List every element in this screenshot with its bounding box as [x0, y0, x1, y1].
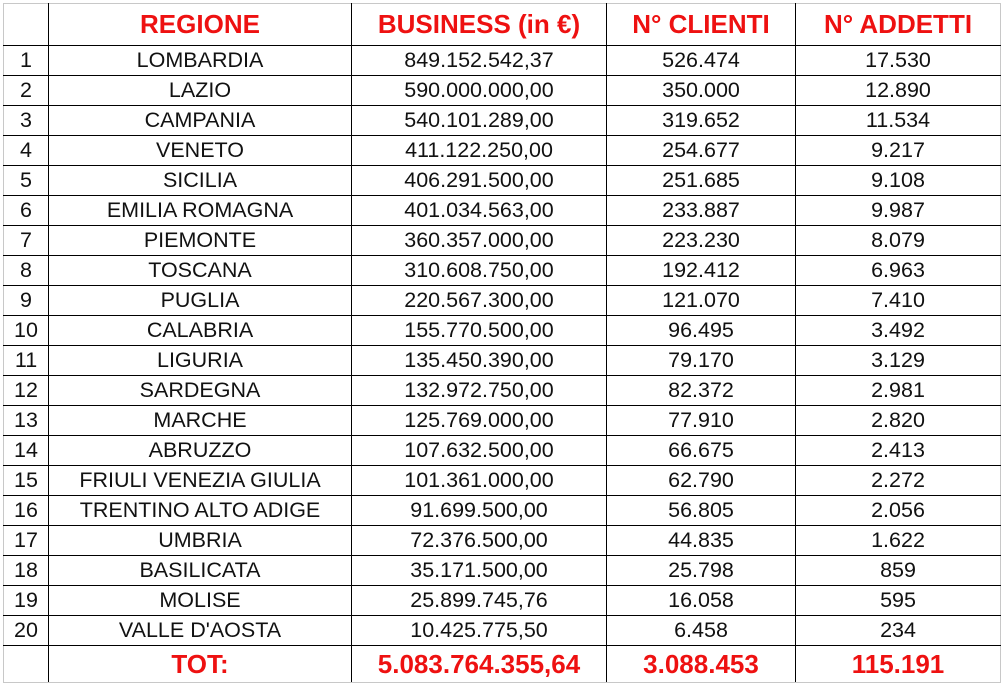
- row-number-cell[interactable]: 18: [4, 556, 49, 586]
- business-cell[interactable]: 155.770.500,00: [352, 316, 607, 346]
- row-number-cell[interactable]: 6: [4, 196, 49, 226]
- table-row: [4, 166, 1001, 196]
- row-number-cell[interactable]: 10: [4, 316, 49, 346]
- totals-addetti[interactable]: 115.191: [796, 646, 1001, 683]
- table-row: [4, 106, 1001, 136]
- regione-cell[interactable]: MARCHE: [49, 406, 352, 436]
- regione-cell[interactable]: TRENTINO ALTO ADIGE: [49, 496, 352, 526]
- row-number-cell[interactable]: 9: [4, 286, 49, 316]
- table-row: [4, 256, 1001, 286]
- business-cell[interactable]: 132.972.750,00: [352, 376, 607, 406]
- addetti-cell[interactable]: 2.272: [796, 466, 1001, 496]
- regione-cell[interactable]: SICILIA: [49, 166, 352, 196]
- row-number-cell[interactable]: 17: [4, 526, 49, 556]
- business-cell[interactable]: 411.122.250,00: [352, 136, 607, 166]
- row-number-cell[interactable]: 12: [4, 376, 49, 406]
- addetti-cell[interactable]: 8.079: [796, 226, 1001, 256]
- regione-cell[interactable]: CAMPANIA: [49, 106, 352, 136]
- totals-label[interactable]: TOT:: [49, 646, 352, 683]
- table-row: [4, 436, 1001, 466]
- row-number-cell[interactable]: 16: [4, 496, 49, 526]
- addetti-cell[interactable]: 6.963: [796, 256, 1001, 286]
- regione-cell[interactable]: MOLISE: [49, 586, 352, 616]
- row-number-cell[interactable]: 4: [4, 136, 49, 166]
- addetti-cell[interactable]: 9.108: [796, 166, 1001, 196]
- business-cell[interactable]: 125.769.000,00: [352, 406, 607, 436]
- business-cell[interactable]: 401.034.563,00: [352, 196, 607, 226]
- row-number-cell[interactable]: 15: [4, 466, 49, 496]
- header-clienti[interactable]: N° CLIENTI: [607, 4, 796, 46]
- clienti-cell[interactable]: 526.474: [607, 46, 796, 76]
- clienti-cell[interactable]: 121.070: [607, 286, 796, 316]
- regione-cell[interactable]: CALABRIA: [49, 316, 352, 346]
- clienti-cell[interactable]: 44.835: [607, 526, 796, 556]
- row-number-cell[interactable]: 1: [4, 46, 49, 76]
- business-cell[interactable]: 135.450.390,00: [352, 346, 607, 376]
- business-cell[interactable]: 310.608.750,00: [352, 256, 607, 286]
- totals-business[interactable]: 5.083.764.355,64: [352, 646, 607, 683]
- addetti-cell[interactable]: 234: [796, 616, 1001, 646]
- business-cell[interactable]: 360.357.000,00: [352, 226, 607, 256]
- header-row: [4, 4, 1001, 46]
- addetti-cell[interactable]: 3.492: [796, 316, 1001, 346]
- clienti-cell[interactable]: 233.887: [607, 196, 796, 226]
- addetti-cell[interactable]: 2.413: [796, 436, 1001, 466]
- clienti-cell[interactable]: 79.170: [607, 346, 796, 376]
- clienti-cell[interactable]: 319.652: [607, 106, 796, 136]
- clienti-cell[interactable]: 66.675: [607, 436, 796, 466]
- totals-index-cell[interactable]: [4, 646, 49, 683]
- table-row: [4, 286, 1001, 316]
- row-number-cell[interactable]: 14: [4, 436, 49, 466]
- clienti-cell[interactable]: 6.458: [607, 616, 796, 646]
- table-row: [4, 496, 1001, 526]
- addetti-cell[interactable]: 1.622: [796, 526, 1001, 556]
- row-number-cell[interactable]: 8: [4, 256, 49, 286]
- business-cell[interactable]: 590.000.000,00: [352, 76, 607, 106]
- business-cell[interactable]: 35.171.500,00: [352, 556, 607, 586]
- table-row: [4, 466, 1001, 496]
- addetti-cell[interactable]: 12.890: [796, 76, 1001, 106]
- addetti-cell[interactable]: 9.217: [796, 136, 1001, 166]
- header-index-cell[interactable]: [4, 4, 49, 46]
- business-cell[interactable]: 10.425.775,50: [352, 616, 607, 646]
- regione-cell[interactable]: VALLE D'AOSTA: [49, 616, 352, 646]
- regions-table: [3, 3, 1001, 683]
- clienti-cell[interactable]: 251.685: [607, 166, 796, 196]
- addetti-cell[interactable]: 2.820: [796, 406, 1001, 436]
- clienti-cell[interactable]: 223.230: [607, 226, 796, 256]
- business-cell[interactable]: 406.291.500,00: [352, 166, 607, 196]
- addetti-cell[interactable]: 2.981: [796, 376, 1001, 406]
- row-number-cell[interactable]: 7: [4, 226, 49, 256]
- clienti-cell[interactable]: 192.412: [607, 256, 796, 286]
- table-row: [4, 316, 1001, 346]
- table-row: [4, 196, 1001, 226]
- addetti-cell[interactable]: 3.129: [796, 346, 1001, 376]
- regione-cell[interactable]: EMILIA ROMAGNA: [49, 196, 352, 226]
- row-number-cell[interactable]: 20: [4, 616, 49, 646]
- clienti-cell[interactable]: 350.000: [607, 76, 796, 106]
- regione-cell[interactable]: UMBRIA: [49, 526, 352, 556]
- addetti-cell[interactable]: 11.534: [796, 106, 1001, 136]
- business-cell[interactable]: 107.632.500,00: [352, 436, 607, 466]
- row-number-cell[interactable]: 11: [4, 346, 49, 376]
- clienti-cell[interactable]: 254.677: [607, 136, 796, 166]
- regione-cell[interactable]: VENETO: [49, 136, 352, 166]
- clienti-cell[interactable]: 82.372: [607, 376, 796, 406]
- business-cell[interactable]: 101.361.000,00: [352, 466, 607, 496]
- regione-cell[interactable]: PIEMONTE: [49, 226, 352, 256]
- addetti-cell[interactable]: 595: [796, 586, 1001, 616]
- business-cell[interactable]: 849.152.542,37: [352, 46, 607, 76]
- addetti-cell[interactable]: 2.056: [796, 496, 1001, 526]
- business-cell[interactable]: 220.567.300,00: [352, 286, 607, 316]
- addetti-cell[interactable]: 9.987: [796, 196, 1001, 226]
- clienti-cell[interactable]: 25.798: [607, 556, 796, 586]
- row-number-cell[interactable]: 2: [4, 76, 49, 106]
- business-cell[interactable]: 72.376.500,00: [352, 526, 607, 556]
- table-row: [4, 586, 1001, 616]
- addetti-cell[interactable]: 17.530: [796, 46, 1001, 76]
- table-row: [4, 76, 1001, 106]
- regione-cell[interactable]: LOMBARDIA: [49, 46, 352, 76]
- table-row: [4, 616, 1001, 646]
- header-regione[interactable]: REGIONE: [49, 4, 352, 46]
- table-row: [4, 46, 1001, 76]
- regione-cell[interactable]: SARDEGNA: [49, 376, 352, 406]
- regione-cell[interactable]: PUGLIA: [49, 286, 352, 316]
- business-cell[interactable]: 91.699.500,00: [352, 496, 607, 526]
- table-row: [4, 136, 1001, 166]
- totals-row: [4, 646, 1001, 683]
- clienti-cell[interactable]: 16.058: [607, 586, 796, 616]
- regione-cell[interactable]: TOSCANA: [49, 256, 352, 286]
- table-row: [4, 526, 1001, 556]
- table-row: [4, 226, 1001, 256]
- row-number-cell[interactable]: 13: [4, 406, 49, 436]
- row-number-cell[interactable]: 3: [4, 106, 49, 136]
- totals-clienti[interactable]: 3.088.453: [607, 646, 796, 683]
- addetti-cell[interactable]: 7.410: [796, 286, 1001, 316]
- clienti-cell[interactable]: 56.805: [607, 496, 796, 526]
- table-row: [4, 556, 1001, 586]
- regione-cell[interactable]: FRIULI VENEZIA GIULIA: [49, 466, 352, 496]
- clienti-cell[interactable]: 96.495: [607, 316, 796, 346]
- business-cell[interactable]: 25.899.745,76: [352, 586, 607, 616]
- business-cell[interactable]: 540.101.289,00: [352, 106, 607, 136]
- clienti-cell[interactable]: 77.910: [607, 406, 796, 436]
- addetti-cell[interactable]: 859: [796, 556, 1001, 586]
- header-addetti[interactable]: N° ADDETTI: [796, 4, 1001, 46]
- regione-cell[interactable]: LIGURIA: [49, 346, 352, 376]
- row-number-cell[interactable]: 5: [4, 166, 49, 196]
- regione-cell[interactable]: ABRUZZO: [49, 436, 352, 466]
- regione-cell[interactable]: LAZIO: [49, 76, 352, 106]
- table-row: [4, 406, 1001, 436]
- table-row: [4, 346, 1001, 376]
- regione-cell[interactable]: BASILICATA: [49, 556, 352, 586]
- header-business[interactable]: BUSINESS (in €): [352, 4, 607, 46]
- clienti-cell[interactable]: 62.790: [607, 466, 796, 496]
- table-row: [4, 376, 1001, 406]
- row-number-cell[interactable]: 19: [4, 586, 49, 616]
